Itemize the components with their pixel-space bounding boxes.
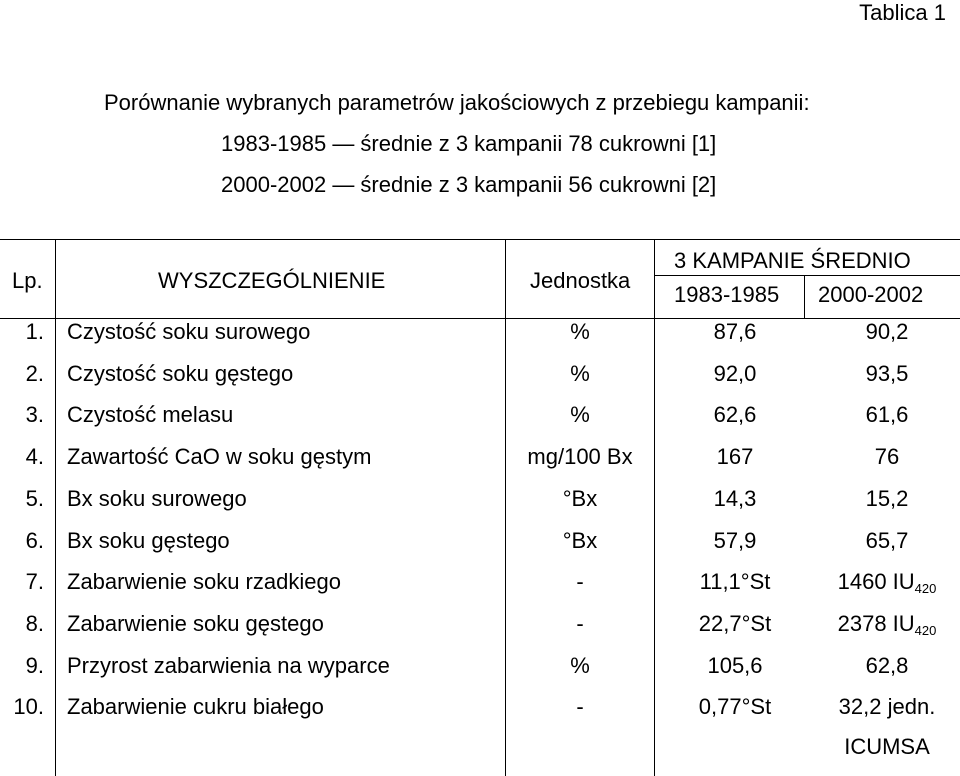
row-value-2000-2002 [812, 319, 960, 345]
value-text: 1460 IU [837, 569, 915, 594]
value-subscript: 420 [914, 581, 937, 596]
grid-line [804, 275, 805, 319]
row-parameter: Czystość soku surowego [67, 319, 311, 344]
row-number: 5. [25, 486, 44, 511]
row-parameter: Zabarwienie cukru białego [67, 694, 324, 719]
grid-line [55, 239, 56, 776]
row-value-2000-2002 [812, 402, 960, 428]
row-number: 10. [13, 694, 44, 719]
row-value-1983-1985: 11,1°St [699, 569, 771, 594]
grid-line [0, 239, 960, 240]
row-value-1983-1985: 14,3 [713, 486, 757, 511]
row-parameter: Bx soku surowego [67, 486, 247, 511]
row-value-1983-1985: 57,9 [713, 528, 757, 553]
row-value-2000-2002 [812, 569, 960, 602]
value-text: 32,2 jedn. [838, 694, 936, 719]
row-number: 3. [25, 402, 44, 427]
row-number: 1. [25, 319, 44, 344]
caption-line-3: 2000-2002 — średnie z 3 kampanii 56 cukrowni [2] [221, 172, 717, 197]
row-value-1983-1985: 22,7°St [698, 611, 772, 636]
header-period-1: 1983-1985 [674, 282, 780, 307]
row-unit: °Bx [562, 528, 598, 553]
row-unit: - [576, 611, 584, 636]
row-value-1983-1985: 0,77°St [698, 694, 772, 719]
row-unit: % [570, 361, 590, 386]
row-value-2000-2002 [812, 444, 960, 470]
row-parameter: Bx soku gęstego [67, 528, 230, 553]
row-value-2000-2002 [812, 361, 960, 387]
row-value-2000-2002 [812, 486, 960, 512]
row-number: 6. [25, 528, 44, 553]
row-parameter: Czystość melasu [67, 402, 234, 427]
header-unit: Jednostka [530, 268, 631, 293]
row-value-2000-2002 [812, 611, 960, 644]
row-unit: °Bx [562, 486, 598, 511]
value-subscript: 420 [914, 623, 937, 638]
value-text: 76 [874, 444, 900, 469]
row-unit: % [570, 319, 590, 344]
value-text: 2378 IU [837, 611, 915, 636]
header-group: 3 KAMPANIE ŚREDNIO [674, 248, 911, 273]
row-number: 7. [25, 569, 44, 594]
row-parameter: Zabarwienie soku rzadkiego [67, 569, 341, 594]
row-unit: - [576, 694, 584, 719]
caption-line-1: Porównanie wybranych parametrów jakościowych z przebiegu kampanii: [104, 90, 810, 115]
row-number: 8. [25, 611, 44, 636]
header-lp: Lp. [12, 268, 43, 293]
row-value-1983-1985: 105,6 [707, 653, 763, 678]
row-number: 9. [25, 653, 44, 678]
row-value-1983-1985: 87,6 [713, 319, 757, 344]
row-value-1983-1985: 62,6 [713, 402, 757, 427]
table-caption [104, 82, 810, 205]
value-text: 90,2 [865, 319, 909, 344]
row-unit: mg/100 Bx [527, 444, 633, 469]
footnote-icumsa: ICUMSA [844, 734, 930, 759]
row-parameter: Zawartość CaO w soku gęstym [67, 444, 372, 469]
value-text: 15,2 [865, 486, 909, 511]
row-number: 4. [25, 444, 44, 469]
row-parameter: Czystość soku gęstego [67, 361, 294, 386]
value-text: 61,6 [865, 402, 909, 427]
table-label: Tablica 1 [859, 0, 946, 25]
value-text: 62,8 [865, 653, 909, 678]
row-unit: % [570, 402, 590, 427]
row-value-1983-1985: 92,0 [713, 361, 757, 386]
value-text: 93,5 [865, 361, 909, 386]
row-number: 2. [25, 361, 44, 386]
row-parameter: Przyrost zabarwienia na wyparce [67, 653, 390, 678]
row-value-2000-2002 [812, 694, 960, 720]
row-unit: % [570, 653, 590, 678]
row-value-2000-2002 [812, 528, 960, 554]
row-value-2000-2002 [812, 653, 960, 679]
caption-line-2: 1983-1985 — średnie z 3 kampanii 78 cukrowni [1] [221, 131, 717, 156]
header-name: WYSZCZEGÓLNIENIE [158, 268, 386, 293]
header-period-2: 2000-2002 [818, 282, 924, 307]
row-value-1983-1985: 167 [716, 444, 754, 469]
value-text: 65,7 [865, 528, 909, 553]
grid-line [654, 275, 960, 276]
row-unit: - [576, 569, 584, 594]
row-parameter: Zabarwienie soku gęstego [67, 611, 324, 636]
